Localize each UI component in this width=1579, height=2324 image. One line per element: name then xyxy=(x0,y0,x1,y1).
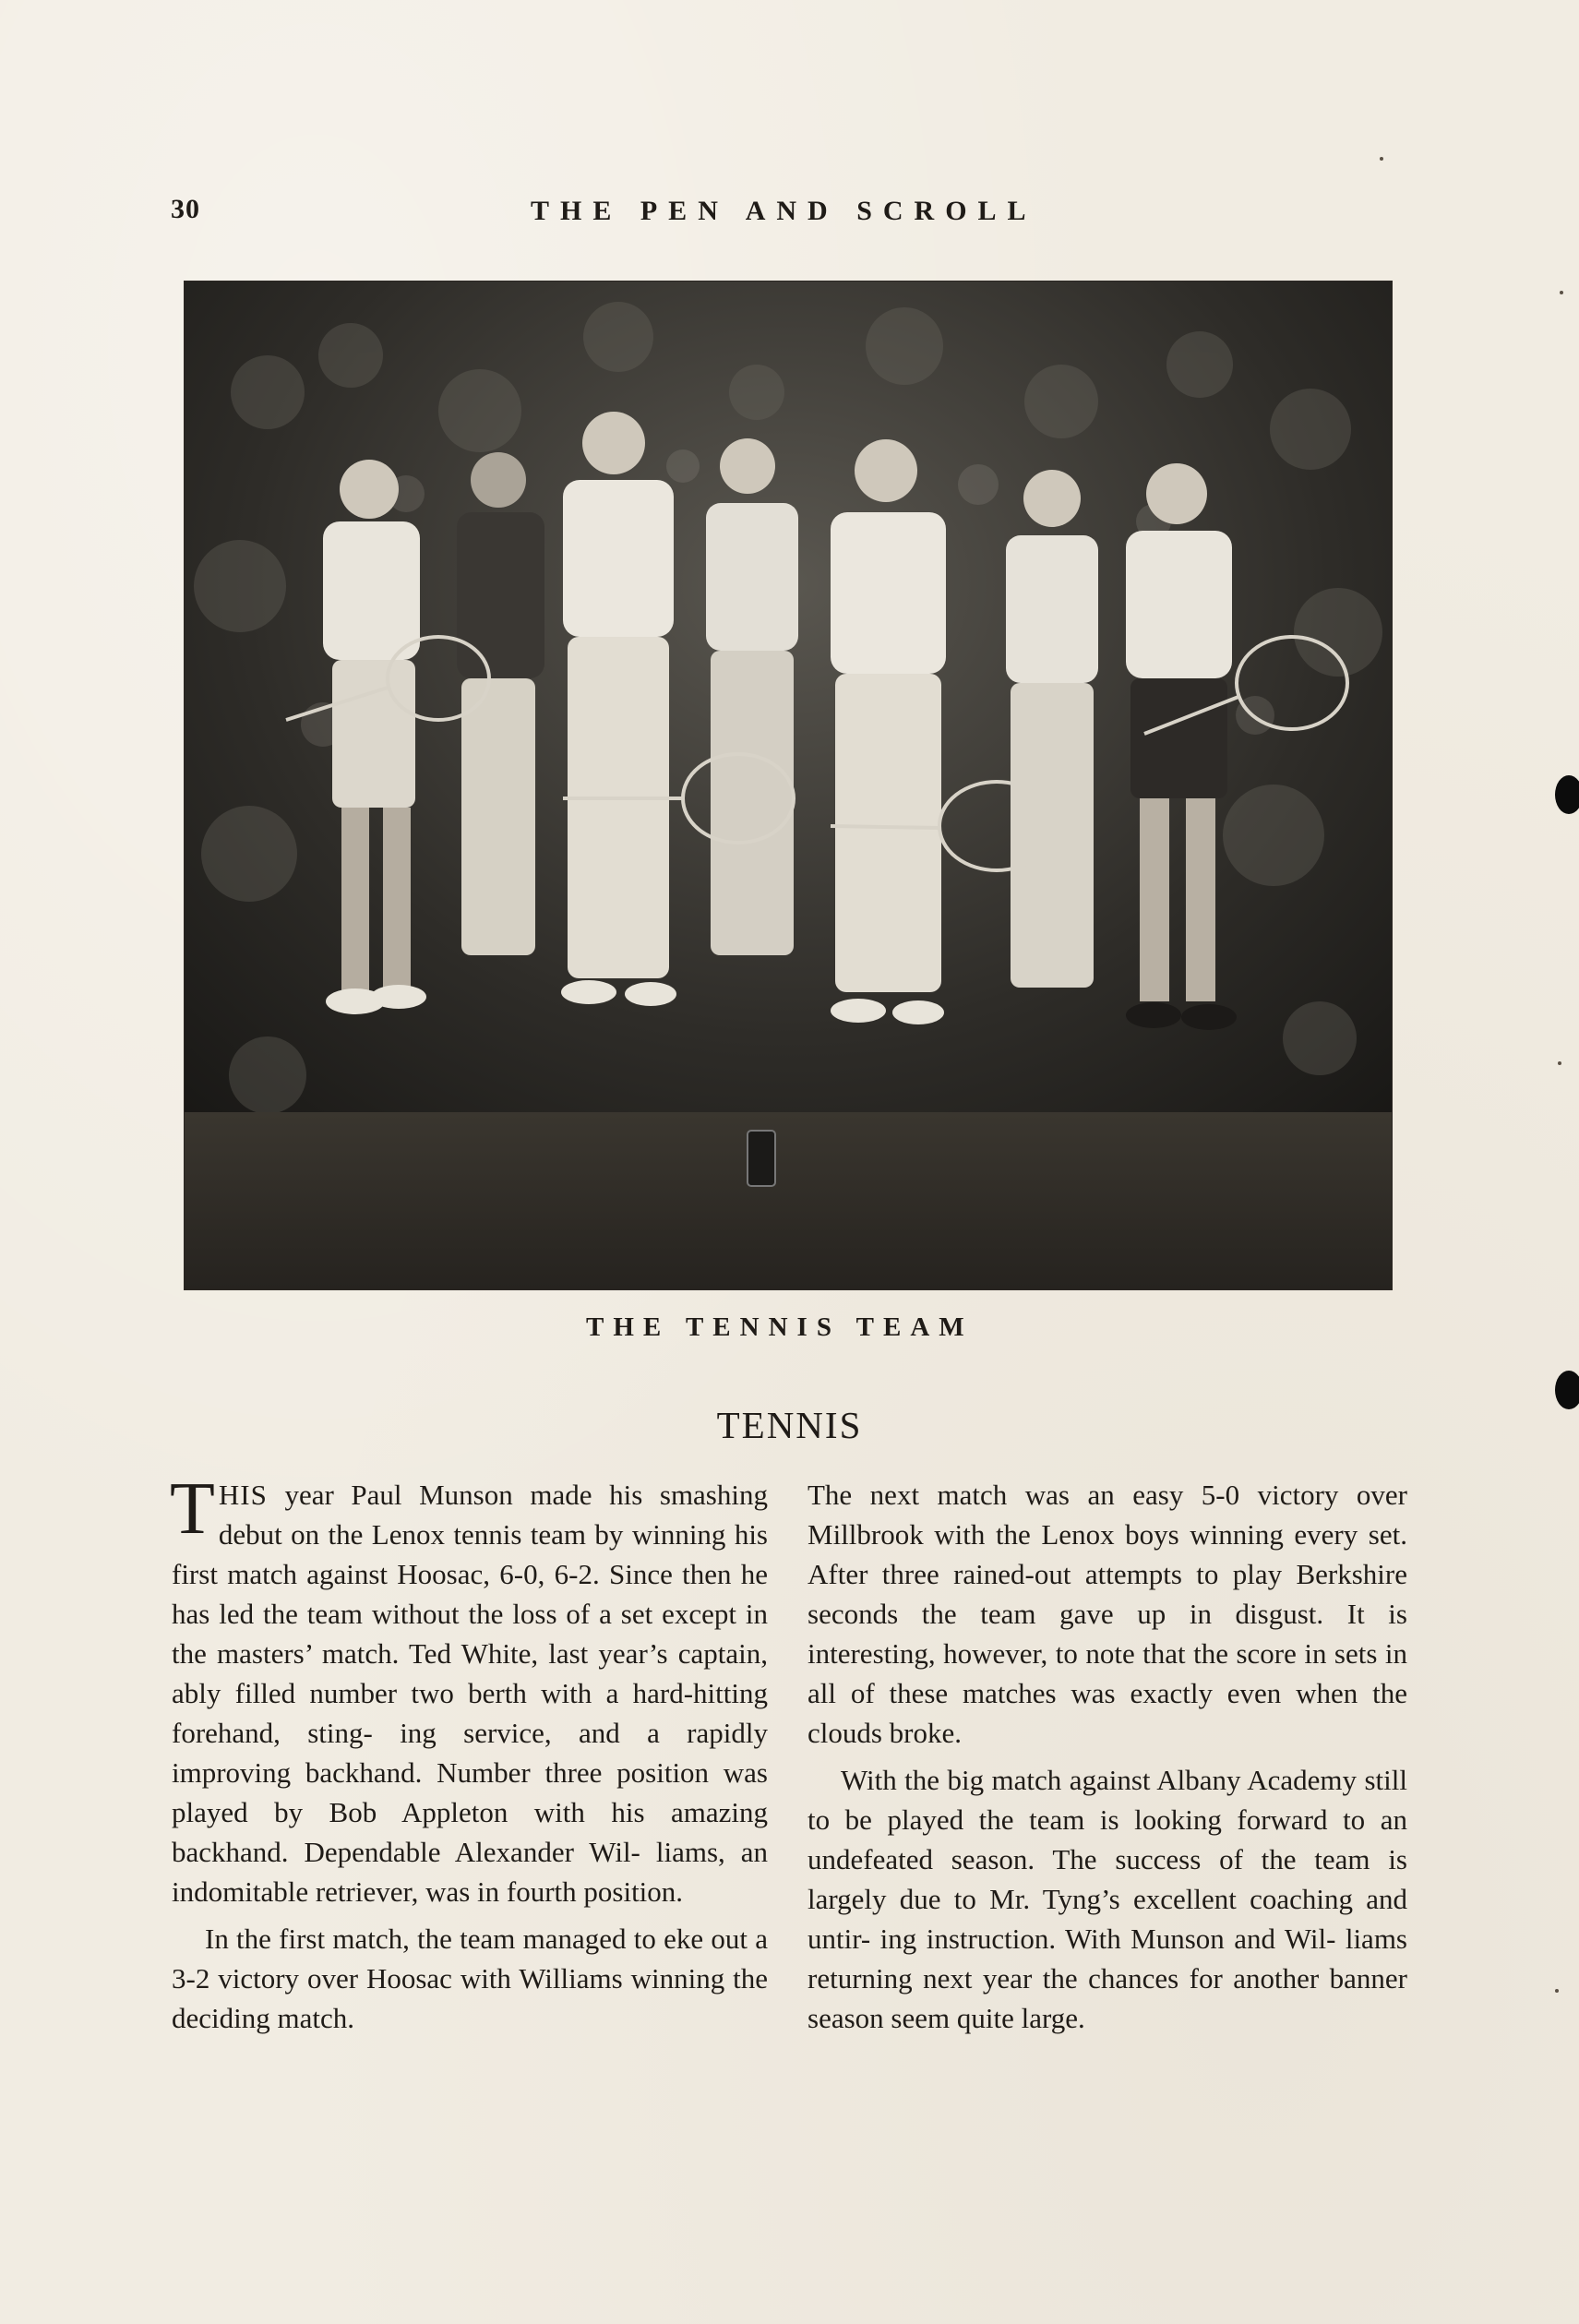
paper-speck xyxy=(1560,291,1563,294)
team-photo xyxy=(185,282,1392,1289)
article-column-left xyxy=(170,1468,768,2045)
right-paragraph-1: The next match was an easy 5-0 victory over Millbrook with the Lenox boys winning every set. After three rained-out attempts to play Berkshire seconds the team gave up in disgust. It is interesting, however, to note that the score in sets in all of these matches was exactly even when the clouds broke. xyxy=(807,1479,1407,1749)
page-number: 30 xyxy=(171,194,200,224)
right-paragraph-2: With the big match against Albany Academy still to be played the team is looking forward to an undefeated season. The success of the team is largely due to Mr. Tyng’s excellent coaching and untir- ing instruction. With Munson and Wil- liams returning next year the chances for another banner season seem quite large. xyxy=(807,1764,1407,2034)
drop-cap: T xyxy=(170,1468,215,1550)
paper-speck xyxy=(1555,1989,1559,1993)
team-photo-image xyxy=(185,282,1392,1289)
left-paragraph-1-text: year Paul Munson made his smashing debut on the Lenox tennis team by winning his first match against Hoosac, 6-0, 6-2. Since then he has led the team without the loss of a set except in the masters’ match. Ted White, last year’s captain, ably filled number two berth with a hard-hitting forehand, sting- ing service, and a rapidly improving backhand. Number three position was played by Bob Appleton with his amazing backhand. Dependable Alexander Wil- liams, an indomitable retriever, was in fourth position. xyxy=(172,1479,768,1908)
paper-speck xyxy=(1380,157,1383,161)
article-column-right xyxy=(807,1475,1407,2045)
paper-speck xyxy=(1558,1061,1561,1065)
running-title: THE PEN AND SCROLL xyxy=(531,196,1037,226)
left-paragraph-1 xyxy=(170,1468,768,1911)
binder-hole xyxy=(1555,1371,1579,1409)
lead-in: HIS xyxy=(218,1479,268,1511)
article-title: TENNIS xyxy=(716,1404,863,1446)
left-paragraph-2: In the first match, the team managed to eke out a 3-2 victory over Hoosac with Williams winning the deciding match. xyxy=(172,1923,768,2034)
binder-hole xyxy=(1555,775,1579,814)
photo-caption: THE TENNIS TEAM xyxy=(586,1312,974,1342)
